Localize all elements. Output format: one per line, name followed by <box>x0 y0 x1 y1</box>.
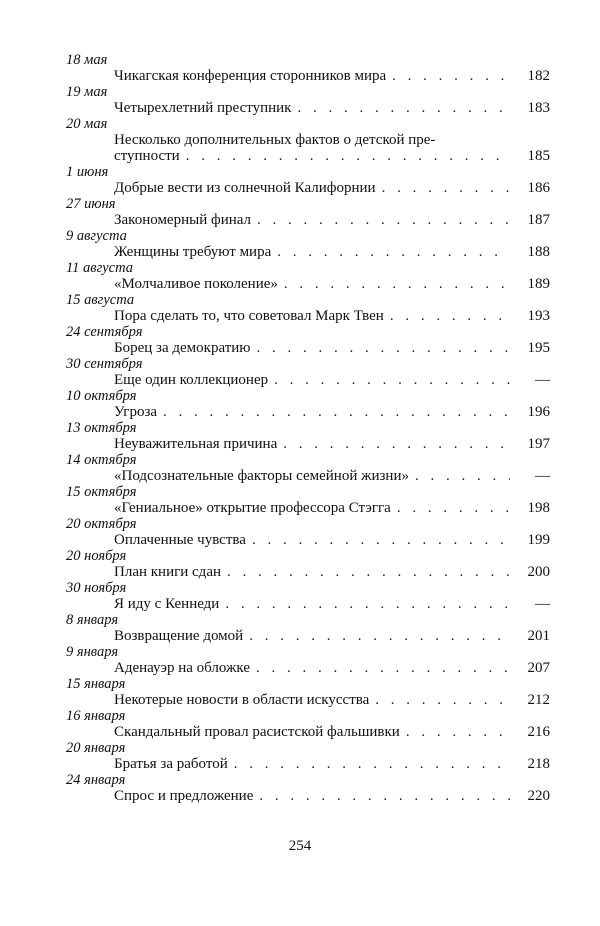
toc-entry <box>66 644 550 676</box>
toc-entry <box>66 324 550 356</box>
entry-title-line: Несколько дополнительных фактов о детской пре- <box>114 132 436 148</box>
toc-entry <box>66 116 550 164</box>
entry-row <box>114 244 550 260</box>
entry-date: 15 января <box>66 676 126 692</box>
entry-row <box>114 596 550 612</box>
entry-page-number: 182 <box>527 68 550 84</box>
toc-entry <box>66 772 550 804</box>
entry-title: Еще один коллекционер <box>114 372 269 388</box>
dot-leader <box>257 340 510 356</box>
entry-title: «Гениальное» открытие профессора Стэгга <box>114 500 391 516</box>
entry-title: Аденауэр на обложке <box>114 660 250 676</box>
entry-page-number: 193 <box>527 308 550 324</box>
entry-page-number: 188 <box>527 244 550 260</box>
entry-row <box>114 692 550 708</box>
entry-title: Скандальный провал расистской фальшивки <box>114 724 400 740</box>
entry-title-last-line <box>114 212 550 228</box>
entry-date: 15 августа <box>66 292 135 308</box>
entry-row <box>114 180 550 196</box>
entry-page-number: 220 <box>527 788 550 804</box>
entry-title-last-line <box>114 756 550 772</box>
entry-page-number: 212 <box>527 692 550 708</box>
toc-entry <box>66 52 550 84</box>
entry-title-last-line <box>114 340 550 356</box>
entry-title-last-line <box>114 500 550 516</box>
entry-page-number: 218 <box>527 756 550 772</box>
entry-title: Женщины требуют мира <box>114 244 272 260</box>
entry-date: 24 января <box>66 772 126 788</box>
entry-title: План книги сдан <box>114 564 221 580</box>
toc-entry <box>66 388 550 420</box>
entry-date: 9 августа <box>66 228 127 244</box>
toc-entry <box>66 548 550 580</box>
toc-entry <box>66 452 550 484</box>
entry-title: Некотерые новости в области искусства <box>114 692 370 708</box>
entry-row <box>114 308 550 324</box>
entry-page-number: — <box>535 596 550 612</box>
entry-date: 1 июня <box>66 164 109 180</box>
entry-date: 13 октября <box>66 420 137 436</box>
entry-title-last-line <box>114 372 550 388</box>
entry-date: 15 октября <box>66 484 137 500</box>
entry-date: 24 сентября <box>66 324 143 340</box>
dot-leader <box>225 596 510 612</box>
toc-entry <box>66 84 550 116</box>
entry-page-number: 198 <box>527 500 550 516</box>
entry-title-last-line <box>114 692 550 708</box>
entry-title: Спрос и предложение <box>114 788 254 804</box>
entry-title: Пора сделать то, что советовал Марк Твен <box>114 308 384 324</box>
entry-title: Чикагская конференция сторонников мира <box>114 68 387 84</box>
entry-title-last-line <box>114 788 550 804</box>
dot-leader <box>163 404 510 420</box>
entry-row <box>114 468 550 484</box>
entry-page-number: 200 <box>527 564 550 580</box>
entry-date: 20 ноября <box>66 548 127 564</box>
entry-row <box>114 276 550 292</box>
dot-leader <box>274 372 510 388</box>
entry-row <box>114 100 550 116</box>
dot-leader <box>406 724 510 740</box>
toc-entry <box>66 228 550 260</box>
entry-page-number: 207 <box>527 660 550 676</box>
entry-row <box>114 132 550 164</box>
entry-row <box>114 500 550 516</box>
dot-leader <box>297 100 510 116</box>
entry-title-last-line <box>114 180 550 196</box>
dot-leader <box>375 692 510 708</box>
entry-title-last-line <box>114 68 550 84</box>
entry-title: Закономерный финал <box>114 212 252 228</box>
dot-leader <box>392 68 510 84</box>
entry-title-last-line <box>114 596 550 612</box>
dot-leader <box>284 276 510 292</box>
entry-row <box>114 68 550 84</box>
entry-date: 30 сентября <box>66 356 143 372</box>
entry-title: Добрые вести из солнечной Калифорнии <box>114 180 376 196</box>
toc-entry <box>66 292 550 324</box>
entry-title: Оплаченные чувства <box>114 532 246 548</box>
dot-leader <box>234 756 510 772</box>
entry-title-last-line <box>114 724 550 740</box>
entry-title-last-line <box>114 404 550 420</box>
dot-leader <box>397 500 510 516</box>
entry-row <box>114 660 550 676</box>
entry-title: Я иду с Кеннеди <box>114 596 220 612</box>
dot-leader <box>186 148 510 164</box>
toc-entry <box>66 516 550 548</box>
entry-title-last-line <box>114 148 550 164</box>
entry-title-last-line <box>114 660 550 676</box>
entry-title: Возвращение домой <box>114 628 244 644</box>
toc-entry <box>66 708 550 740</box>
entry-title-last-line <box>114 532 550 548</box>
entry-title: Братья за работой <box>114 756 228 772</box>
entry-title: ступности <box>114 148 180 164</box>
entry-row <box>114 436 550 452</box>
entry-page-number: 195 <box>527 340 550 356</box>
entry-row <box>114 404 550 420</box>
entry-row <box>114 340 550 356</box>
dot-leader <box>227 564 510 580</box>
entry-row <box>114 788 550 804</box>
entry-date: 27 июня <box>66 196 116 212</box>
entry-row <box>114 564 550 580</box>
entry-page-number: — <box>535 372 550 388</box>
entry-date: 30 ноября <box>66 580 127 596</box>
dot-leader <box>257 212 510 228</box>
entry-row <box>114 212 550 228</box>
entry-title-last-line <box>114 436 550 452</box>
entry-title: Четырехлетний преступник <box>114 100 292 116</box>
toc-entry <box>66 260 550 292</box>
page-number: 254 <box>288 838 312 854</box>
entry-row <box>114 724 550 740</box>
dot-leader <box>249 628 510 644</box>
entry-page-number: 189 <box>527 276 550 292</box>
entry-date: 20 мая <box>66 116 108 132</box>
entry-title: Неуважительная причина <box>114 436 278 452</box>
entry-page-number: 201 <box>527 628 550 644</box>
toc-entry <box>66 420 550 452</box>
entry-date: 9 января <box>66 644 119 660</box>
dot-leader <box>390 308 510 324</box>
entry-page-number: 186 <box>527 180 550 196</box>
entry-date: 20 января <box>66 740 126 756</box>
toc-entry <box>66 196 550 228</box>
entry-title-last-line <box>114 308 550 324</box>
dot-leader <box>277 244 510 260</box>
entry-row <box>114 628 550 644</box>
toc-entry <box>66 612 550 644</box>
toc-entry <box>66 484 550 516</box>
entry-date: 8 января <box>66 612 119 628</box>
entry-title: Борец за демократию <box>114 340 251 356</box>
entry-date: 16 января <box>66 708 126 724</box>
entry-title-last-line <box>114 628 550 644</box>
toc-entry <box>66 164 550 196</box>
toc-entry <box>66 676 550 708</box>
entry-date: 11 августа <box>66 260 134 276</box>
toc-entry <box>66 740 550 772</box>
entry-title-last-line <box>114 244 550 260</box>
entry-page-number: 196 <box>527 404 550 420</box>
entry-page-number: 199 <box>527 532 550 548</box>
toc-entry <box>66 356 550 388</box>
entry-title: «Подсознательные факторы семейной жизни» <box>114 468 409 484</box>
entry-page-number: 187 <box>527 212 550 228</box>
entry-title-last-line <box>114 564 550 580</box>
dot-leader <box>252 532 510 548</box>
entry-page-number: 183 <box>527 100 550 116</box>
entry-page-number: 197 <box>527 436 550 452</box>
entry-row <box>114 372 550 388</box>
entry-title: Угроза <box>114 404 158 420</box>
table-of-contents <box>66 52 550 804</box>
entry-page-number: — <box>535 468 550 484</box>
entry-page-number: 216 <box>527 724 550 740</box>
entry-title-last-line <box>114 276 550 292</box>
entry-title-last-line <box>114 468 550 484</box>
entry-page-number: 185 <box>527 148 550 164</box>
toc-entry <box>66 580 550 612</box>
entry-date: 20 октября <box>66 516 137 532</box>
entry-title: «Молчаливое поколение» <box>114 276 278 292</box>
entry-date: 18 мая <box>66 52 108 68</box>
entry-date: 19 мая <box>66 84 108 100</box>
entry-row <box>114 756 550 772</box>
dot-leader <box>382 180 510 196</box>
dot-leader <box>259 788 510 804</box>
entry-row <box>114 532 550 548</box>
dot-leader <box>256 660 510 676</box>
entry-date: 10 октября <box>66 388 137 404</box>
dot-leader <box>415 468 510 484</box>
entry-date: 14 октября <box>66 452 137 468</box>
entry-title-last-line <box>114 100 550 116</box>
dot-leader <box>283 436 510 452</box>
